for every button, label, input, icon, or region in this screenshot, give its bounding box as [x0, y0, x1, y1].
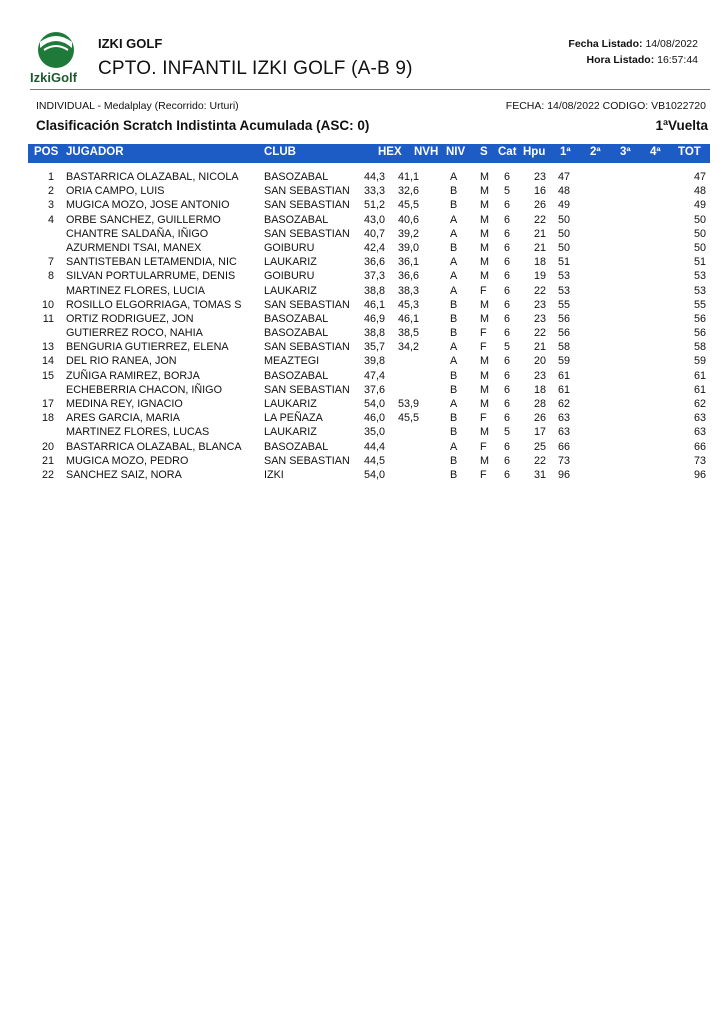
- row-round1: 50: [558, 213, 571, 226]
- row-player: ORIA CAMPO, LUIS: [66, 185, 165, 198]
- row-cat: 6: [504, 298, 511, 311]
- table-row: [28, 441, 710, 455]
- row-cat: 6: [504, 199, 511, 212]
- row-niv: B: [450, 468, 458, 481]
- col-round4: 4ª: [650, 146, 661, 158]
- row-round1: 63: [558, 412, 571, 425]
- row-round1: 56: [558, 327, 571, 340]
- row-player: AZURMENDI TSAI, MANEX: [66, 241, 202, 254]
- row-club: GOIBURU: [264, 270, 315, 283]
- row-player: BASTARRICA OLAZABAL, BLANCA: [66, 440, 242, 453]
- row-niv: B: [450, 426, 458, 439]
- col-nvh: NVH: [414, 146, 439, 158]
- row-sex: M: [480, 426, 489, 439]
- row-hpu: 22: [533, 454, 546, 467]
- row-hpu: 21: [533, 241, 546, 254]
- row-player: SANCHEZ SAIZ, NORA: [66, 468, 182, 481]
- table-row: [28, 242, 710, 256]
- row-round1: 53: [558, 270, 571, 283]
- row-nvh: 46,1: [398, 312, 420, 325]
- row-niv: A: [450, 256, 458, 269]
- row-cat: 5: [504, 185, 511, 198]
- table-row: [28, 171, 710, 185]
- row-niv: A: [450, 440, 458, 453]
- row-pos: 22: [41, 468, 54, 481]
- table-row: [28, 355, 710, 369]
- row-sex: M: [480, 398, 489, 410]
- row-sex: M: [480, 454, 489, 467]
- row-round1: 56: [558, 312, 571, 325]
- row-total: 55: [693, 298, 706, 311]
- row-total: 56: [693, 312, 706, 325]
- row-total: 61: [693, 369, 706, 382]
- row-player: SILVAN PORTULARRUME, DENIS: [66, 270, 236, 283]
- row-club: LAUKARIZ: [264, 398, 317, 410]
- row-cat: 6: [504, 213, 511, 226]
- col-round3: 3ª: [620, 146, 631, 158]
- row-sex: M: [480, 213, 489, 226]
- row-player: GUTIERREZ ROCO, NAHIA: [66, 327, 203, 340]
- row-club: BASOZABAL: [264, 327, 329, 340]
- row-hpu: 26: [533, 412, 546, 425]
- row-cat: 6: [504, 256, 511, 269]
- fecha-listado-value: 14/08/2022: [645, 38, 698, 50]
- row-sex: F: [480, 412, 487, 425]
- row-club: LA PEÑAZA: [264, 412, 323, 425]
- col-pos: POS: [34, 146, 59, 158]
- row-club: GOIBURU: [264, 241, 315, 254]
- fecha-listado-label: Fecha Listado:: [568, 38, 643, 50]
- col-jugador: JUGADOR: [66, 146, 124, 158]
- row-total: 63: [693, 412, 706, 425]
- row-pos: 18: [41, 412, 54, 425]
- row-niv: A: [450, 213, 458, 226]
- row-total: 66: [693, 440, 706, 453]
- row-club: SAN SEBASTIAN: [264, 298, 350, 311]
- row-club: SAN SEBASTIAN: [264, 383, 350, 396]
- row-player: MUGICA MOZO, PEDRO: [66, 454, 189, 467]
- row-club: SAN SEBASTIAN: [264, 227, 350, 240]
- row-round1: 50: [558, 241, 571, 254]
- row-niv: A: [450, 270, 458, 283]
- row-round1: 59: [558, 355, 571, 368]
- row-sex: M: [480, 355, 489, 368]
- row-round1: 53: [558, 284, 571, 297]
- row-nvh: 32,6: [398, 185, 420, 198]
- row-player: MARTINEZ FLORES, LUCIA: [66, 284, 205, 297]
- row-player: ECHEBERRIA CHACON, IÑIGO: [66, 383, 222, 396]
- row-niv: B: [450, 312, 458, 325]
- row-club: LAUKARIZ: [264, 256, 317, 269]
- row-niv: A: [450, 171, 458, 183]
- row-hpu: 18: [533, 256, 546, 269]
- row-niv: B: [450, 185, 458, 198]
- row-hex: 46,9: [364, 312, 386, 325]
- table-row: [28, 228, 710, 242]
- row-sex: M: [480, 383, 489, 396]
- row-player: ZUÑIGA RAMIREZ, BORJA: [66, 369, 200, 382]
- row-nvh: 45,5: [398, 199, 420, 212]
- row-cat: 6: [504, 241, 511, 254]
- row-sex: F: [480, 341, 487, 354]
- row-hpu: 26: [533, 199, 546, 212]
- row-player: BASTARRICA OLAZABAL, NICOLA: [66, 171, 239, 183]
- row-cat: 6: [504, 284, 511, 297]
- table-row: [28, 285, 710, 299]
- row-player: ORTIZ RODRIGUEZ, JON: [66, 312, 194, 325]
- row-niv: B: [450, 369, 458, 382]
- row-sex: M: [480, 171, 489, 183]
- row-total: 47: [693, 171, 706, 183]
- row-round1: 48: [558, 185, 571, 198]
- row-nvh: 45,3: [398, 298, 420, 311]
- row-total: 50: [693, 241, 706, 254]
- row-total: 50: [693, 227, 706, 240]
- row-round1: 47: [558, 171, 571, 183]
- row-niv: B: [450, 298, 458, 311]
- table-row: [28, 412, 710, 426]
- row-nvh: 41,1: [398, 171, 420, 183]
- row-hex: 54,0: [364, 398, 386, 410]
- row-hpu: 22: [533, 284, 546, 297]
- row-player: ARES GARCIA, MARIA: [66, 412, 180, 425]
- row-cat: 6: [504, 171, 511, 183]
- row-niv: B: [450, 199, 458, 212]
- row-total: 58: [693, 341, 706, 354]
- row-round1: 50: [558, 227, 571, 240]
- row-niv: B: [450, 383, 458, 396]
- row-hpu: 22: [533, 327, 546, 340]
- row-hpu: 18: [533, 383, 546, 396]
- row-hpu: 28: [533, 398, 546, 410]
- row-hpu: 23: [533, 298, 546, 311]
- row-total: 48: [693, 185, 706, 198]
- row-pos: 1: [47, 171, 54, 183]
- row-club: SAN SEBASTIAN: [264, 454, 350, 467]
- classification-heading: Clasificación Scratch Indistinta Acumulada (ASC: 0): [36, 118, 370, 133]
- row-hex: 51,2: [364, 199, 386, 212]
- table-row: [28, 270, 710, 284]
- row-pos: 2: [47, 185, 54, 198]
- table-row: [28, 469, 710, 483]
- table-row: [28, 398, 710, 412]
- col-s: S: [480, 146, 488, 158]
- hora-listado-label: Hora Listado:: [586, 54, 655, 66]
- row-club: SAN SEBASTIAN: [264, 199, 350, 212]
- row-nvh: 53,9: [398, 398, 420, 410]
- row-total: 61: [693, 383, 706, 396]
- row-club: BASOZABAL: [264, 312, 329, 325]
- row-hpu: 22: [533, 213, 546, 226]
- row-club: LAUKARIZ: [264, 426, 317, 439]
- row-niv: B: [450, 327, 458, 340]
- row-round1: 49: [558, 199, 571, 212]
- row-hex: 37,6: [364, 383, 386, 396]
- izki-golf-logo: [30, 28, 90, 86]
- row-sex: M: [480, 312, 489, 325]
- row-hex: 39,8: [364, 355, 386, 368]
- row-hpu: 23: [533, 369, 546, 382]
- row-player: MUGICA MOZO, JOSE ANTONIO: [66, 199, 230, 212]
- date-code: FECHA: 14/08/2022 CODIGO: VB1022720: [505, 100, 706, 112]
- row-total: 53: [693, 270, 706, 283]
- table-row: [28, 185, 710, 199]
- row-hex: 42,4: [364, 241, 386, 254]
- row-pos: 15: [41, 369, 54, 382]
- row-club: BASOZABAL: [264, 440, 329, 453]
- row-round1: 73: [558, 454, 571, 467]
- row-nvh: 34,2: [398, 341, 420, 354]
- row-total: 51: [693, 256, 706, 269]
- row-player: BENGURIA GUTIERREZ, ELENA: [66, 341, 229, 354]
- page-title: CPTO. INFANTIL IZKI GOLF (A-B 9): [98, 58, 413, 79]
- table-row: [28, 256, 710, 270]
- row-cat: 5: [504, 426, 511, 439]
- row-total: 59: [693, 355, 706, 368]
- table-row: [28, 214, 710, 228]
- table-row: [28, 299, 710, 313]
- row-niv: A: [450, 341, 458, 354]
- row-sex: M: [480, 256, 489, 269]
- row-hex: 46,1: [364, 298, 386, 311]
- row-niv: A: [450, 355, 458, 368]
- row-round1: 63: [558, 426, 571, 439]
- row-player: MEDINA REY, IGNACIO: [66, 398, 183, 410]
- row-hex: 44,3: [364, 171, 386, 183]
- row-hpu: 21: [533, 227, 546, 240]
- col-hpu: Hpu: [523, 146, 546, 158]
- row-club: BASOZABAL: [264, 369, 329, 382]
- row-sex: M: [480, 241, 489, 254]
- table-header: [28, 144, 710, 163]
- row-hex: 43,0: [364, 213, 386, 226]
- row-cat: 6: [504, 227, 511, 240]
- row-hex: 38,8: [364, 284, 386, 297]
- row-sex: M: [480, 298, 489, 311]
- row-nvh: 39,0: [398, 241, 420, 254]
- row-round1: 55: [558, 298, 571, 311]
- row-cat: 5: [504, 341, 511, 354]
- row-hex: 37,3: [364, 270, 386, 283]
- row-hpu: 23: [533, 312, 546, 325]
- row-sex: M: [480, 199, 489, 212]
- competition-format: INDIVIDUAL - Medalplay (Recorrido: Urturi): [36, 100, 239, 112]
- row-nvh: 36,6: [398, 270, 420, 283]
- row-hpu: 19: [533, 270, 546, 283]
- row-niv: A: [450, 284, 458, 297]
- row-nvh: 36,1: [398, 256, 420, 269]
- row-club: MEAZTEGI: [264, 355, 320, 368]
- row-hex: 35,7: [364, 341, 386, 354]
- row-player: DEL RIO RANEA, JON: [66, 355, 177, 368]
- row-nvh: 38,3: [398, 284, 420, 297]
- row-club: SAN SEBASTIAN: [264, 185, 350, 198]
- row-pos: 10: [41, 298, 54, 311]
- row-hpu: 17: [533, 426, 546, 439]
- row-pos: 21: [41, 454, 54, 467]
- row-club: BASOZABAL: [264, 171, 329, 183]
- row-niv: B: [450, 241, 458, 254]
- row-total: 63: [693, 426, 706, 439]
- round-label: 1ªVuelta: [655, 118, 708, 133]
- row-niv: A: [450, 398, 458, 410]
- listing-meta: [568, 36, 698, 68]
- row-club: LAUKARIZ: [264, 284, 317, 297]
- row-hpu: 21: [533, 341, 546, 354]
- club-name: IZKI GOLF: [98, 36, 163, 51]
- row-hex: 35,0: [364, 426, 386, 439]
- row-cat: 6: [504, 454, 511, 467]
- col-total: TOT: [678, 146, 701, 158]
- row-hpu: 25: [533, 440, 546, 453]
- row-cat: 6: [504, 440, 511, 453]
- row-nvh: 45,5: [398, 412, 420, 425]
- col-cat: Cat: [498, 146, 517, 158]
- row-cat: 6: [504, 468, 511, 481]
- col-club: CLUB: [264, 146, 296, 158]
- row-pos: 7: [47, 256, 54, 269]
- row-cat: 6: [504, 270, 511, 283]
- row-hex: 44,4: [364, 440, 386, 453]
- row-sex: M: [480, 227, 489, 240]
- row-total: 73: [693, 454, 706, 467]
- row-cat: 6: [504, 412, 511, 425]
- row-niv: A: [450, 227, 458, 240]
- row-player: ORBE SANCHEZ, GUILLERMO: [66, 213, 221, 226]
- row-hpu: 16: [533, 185, 546, 198]
- row-player: MARTINEZ FLORES, LUCAS: [66, 426, 210, 439]
- row-round1: 66: [558, 440, 571, 453]
- row-sex: F: [480, 468, 487, 481]
- row-pos: 8: [47, 270, 54, 283]
- row-pos: 17: [41, 398, 54, 410]
- row-hex: 40,7: [364, 227, 386, 240]
- row-hpu: 20: [533, 355, 546, 368]
- row-sex: M: [480, 270, 489, 283]
- row-hex: 36,6: [364, 256, 386, 269]
- table-row: [28, 199, 710, 213]
- row-round1: 62: [558, 398, 571, 410]
- row-nvh: 38,5: [398, 327, 420, 340]
- row-total: 53: [693, 284, 706, 297]
- row-sex: F: [480, 440, 487, 453]
- row-sex: F: [480, 284, 487, 297]
- row-hex: 38,8: [364, 327, 386, 340]
- table-row: [28, 313, 710, 327]
- row-club: IZKI: [264, 468, 284, 481]
- row-pos: 13: [41, 341, 54, 354]
- col-round1: 1ª: [560, 146, 571, 158]
- row-sex: F: [480, 327, 487, 340]
- col-round2: 2ª: [590, 146, 601, 158]
- row-pos: 11: [42, 312, 54, 325]
- row-cat: 6: [504, 312, 511, 325]
- row-hex: 47,4: [364, 369, 386, 382]
- row-player: ROSILLO ELGORRIAGA, TOMAS S: [66, 298, 242, 311]
- logo-wordmark: IzkiGolf: [30, 70, 77, 85]
- row-cat: 6: [504, 398, 511, 410]
- row-round1: 61: [558, 369, 571, 382]
- row-hpu: 23: [533, 171, 546, 183]
- table-row: [28, 327, 710, 341]
- row-hex: 44,5: [364, 454, 386, 467]
- row-pos: 3: [47, 199, 54, 212]
- row-hex: 33,3: [364, 185, 386, 198]
- row-cat: 6: [504, 355, 511, 368]
- row-total: 49: [693, 199, 706, 212]
- row-cat: 6: [504, 327, 511, 340]
- row-sex: M: [480, 369, 489, 382]
- row-player: SANTISTEBAN LETAMENDIA, NIC: [66, 256, 237, 269]
- table-row: [28, 370, 710, 384]
- row-pos: 4: [47, 213, 54, 226]
- row-nvh: 39,2: [398, 227, 420, 240]
- row-round1: 58: [558, 341, 571, 354]
- row-round1: 96: [558, 468, 571, 481]
- row-niv: B: [450, 454, 458, 467]
- table-row: [28, 384, 710, 398]
- hora-listado-value: 16:57:44: [657, 54, 698, 66]
- table-row: [28, 455, 710, 469]
- row-club: BASOZABAL: [264, 213, 329, 226]
- row-cat: 6: [504, 383, 511, 396]
- row-total: 50: [693, 213, 706, 226]
- results-table: [28, 171, 710, 483]
- row-pos: 14: [41, 355, 54, 368]
- row-niv: B: [450, 412, 458, 425]
- row-round1: 51: [558, 256, 571, 269]
- header-divider: [30, 89, 710, 90]
- row-club: SAN SEBASTIAN: [264, 341, 350, 354]
- row-hex: 54,0: [364, 468, 386, 481]
- col-niv: NIV: [446, 146, 466, 158]
- table-row: [28, 426, 710, 440]
- table-row: [28, 341, 710, 355]
- row-hpu: 31: [533, 468, 546, 481]
- col-hex: HEX: [378, 146, 402, 158]
- row-nvh: 40,6: [398, 213, 420, 226]
- row-hex: 46,0: [364, 412, 386, 425]
- row-sex: M: [480, 185, 489, 198]
- row-total: 56: [693, 327, 706, 340]
- row-round1: 61: [558, 383, 571, 396]
- row-player: CHANTRE SALDAÑA, IÑIGO: [66, 227, 209, 240]
- row-total: 62: [693, 398, 706, 410]
- row-total: 96: [693, 468, 706, 481]
- row-pos: 20: [41, 440, 54, 453]
- row-cat: 6: [504, 369, 511, 382]
